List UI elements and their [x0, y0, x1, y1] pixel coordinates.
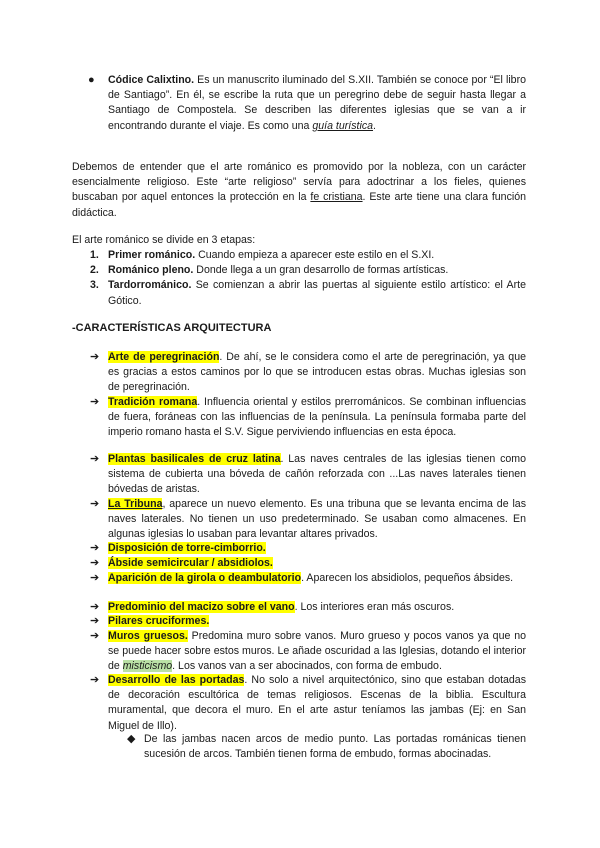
list-item-tradicion: Tradición romana. Influencia oriental y estilos prerrománicos. Se combinan influencias de fuera, foráneas con las influencias de la península. La península formaba parte del imperio romano hasta el S.V. Sigue perviviendo influencias en esta época. — [108, 396, 526, 439]
arrow-icon: ➔ — [90, 630, 100, 642]
stage-item: 1. Primer románico. Cuando empieza a aparecer este estilo en el S.XI. — [90, 249, 435, 261]
arrow-icon: ➔ — [90, 557, 100, 569]
stage-item: 2. Románico pleno. Donde llega a un gran desarrollo de formas artísticas. — [90, 264, 449, 277]
arrow-icon: ➔ — [90, 674, 100, 686]
stage-item: 3. Tardorrománico. Se comienzan a abrir las puertas al siguiente estilo artístico: el Arte Gótico. — [90, 279, 526, 307]
stages-list — [90, 248, 526, 309]
diamond-icon: ◆ — [127, 733, 136, 745]
fe-cristiana-link[interactable]: fe cristiana — [310, 191, 363, 204]
list-item-plantas: Plantas basilicales de cruz latina. Las naves centrales de las iglesias tienen como sistema de cubierta una bóveda de cañón reforzada con ...Las naves laterales tienen bóvedas de aristas. — [108, 453, 526, 496]
arrow-icon: ➔ — [90, 396, 100, 408]
sub-list-item: De las jambas nacen arcos de medio punto. Las portadas románicas tienen sucesión de arcos. También tienen forma de embudo, formas abocinadas. — [144, 733, 526, 761]
stages-intro: El arte románico se divide en 3 etapas: — [72, 234, 256, 246]
arrow-icon: ➔ — [90, 601, 100, 613]
section-title: -CARACTERÍSTICAS ARQUITECTURA — [72, 322, 272, 334]
list-item-portadas: Desarrollo de las portadas. No solo a nivel arquitectónico, sino que estaban dotadas de decoración escultórica de temas religiosos. Escenas de la biblia. Escultura muramental, que decora el muro. En el arte astur teníamos las jambas (Ej: en San Miguel de Illo). — [108, 674, 526, 732]
codex-text: Es un manuscrito iluminado del S.XII. También se conoce por “El libro de Santiago”. En él, se escribe la ruta que un peregrino debe de seguir hasta llegar a Santiago de Compostela. Se describen las diferentes iglesias que se van a ir encontrando durante el viaje. Es como una — [108, 74, 526, 132]
arrow-icon: ➔ — [90, 498, 100, 510]
arrow-icon: ➔ — [90, 615, 100, 627]
guia-turistica-link[interactable]: guía turística — [312, 119, 374, 132]
list-item-abside: Ábside semicircular / absidiolos. — [108, 557, 273, 569]
list-item-muros: Muros gruesos. Predomina muro sobre vanos. Muro grueso y pocos vanos ya que no se puede hacer sobre estos muros. Le añade oscuridad a las Iglesias, dotando el interior de misticismo. Los vanos van a ser abocinados, con forma de embudo. — [108, 630, 526, 673]
list-item-pilares: Pilares cruciformes. — [108, 615, 210, 627]
arrow-icon: ➔ — [90, 351, 100, 363]
misticismo-highlight: misticismo — [122, 660, 173, 673]
arrow-icon: ➔ — [90, 453, 100, 465]
bullet-icon: ● — [88, 74, 95, 86]
codex-paragraph: Códice Calixtino. Es un manuscrito iluminado del S.XII. También se conoce por “El libro de Santiago”. En él, se escribe la ruta que un peregrino debe de seguir hasta llegar a Santiago de Compostela. Se describen las diferentes iglesias que se van a ir encontrando durante el viaje. Es como una guía turística. — [108, 74, 526, 132]
list-item-disposicion: Disposición de torre-cimborrio. — [108, 542, 266, 554]
list-item-peregrinacion: Arte de peregrinación. De ahí, se le considera como el arte de peregrinación, ya que es gracias a estos caminos por lo que se introducen estas obras. Muchas iglesias son de peregrinación. — [108, 351, 526, 394]
list-item-macizo: Predominio del macizo sobre el vano. Los interiores eran más oscuros. — [108, 601, 455, 613]
arrow-icon: ➔ — [90, 542, 100, 554]
codex-title: Códice Calixtino. — [108, 74, 195, 86]
list-item-tribuna: La Tribuna, aparece un nuevo elemento. Es una tribuna que se levanta encima de las naves laterales. No tienen un uso predeterminado. Se usaban como almacenes. En algunas iglesias lo usaban para levantar altares privados. — [108, 498, 526, 541]
list-item-girola: Aparición de la girola o deambulatorio. Aparecen los absidiolos, pequeños ábsides. — [108, 572, 514, 584]
intro-paragraph: Debemos de entender que el arte románico es promovido por la nobleza, con un carácter esencialmente religioso. Este “arte religioso” servía para adoctrinar a los fieles, quienes buscaban por aquel entonces la protección en la fe cristiana. Este arte tiene una clara función didáctica. — [72, 161, 526, 219]
arrow-icon: ➔ — [90, 572, 100, 584]
